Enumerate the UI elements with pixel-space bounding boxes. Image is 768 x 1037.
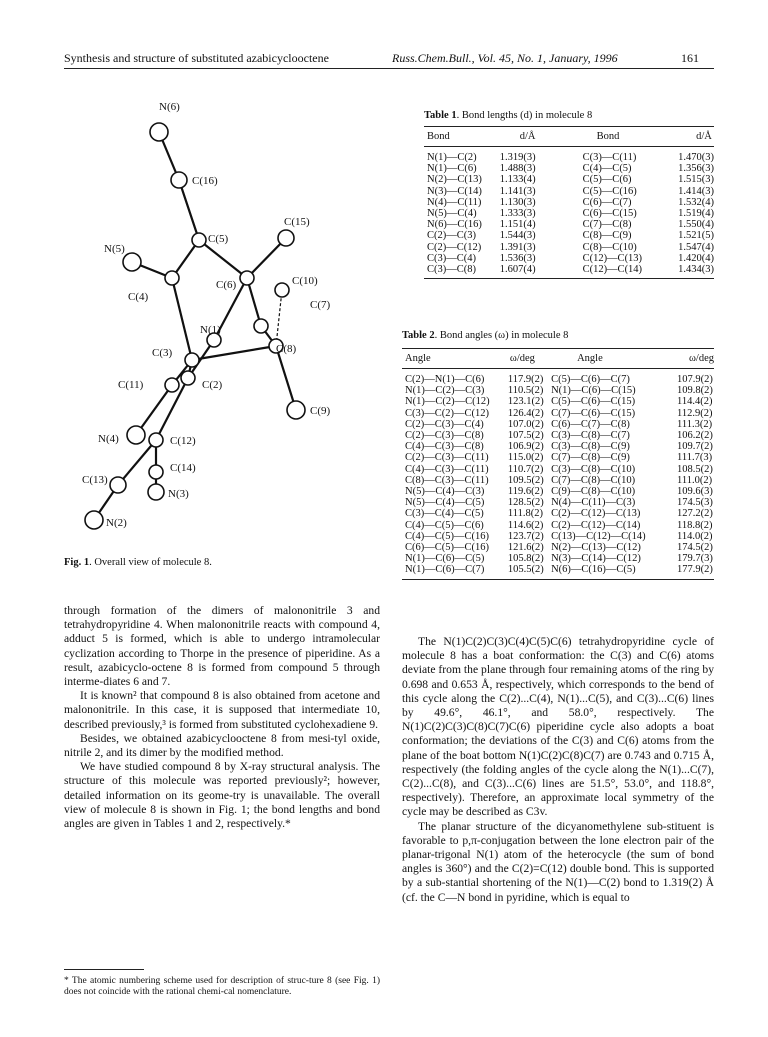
table-cell: C(3)—C(8)—C(10) [551, 463, 636, 475]
table-row [424, 163, 714, 174]
label-n5: N(5) [104, 243, 125, 255]
paragraph: The N(1)C(2)C(3)C(4)C(5)C(6) tetrahydropyridine cycle of molecule 8 has a boat conformation: the C(3) and C(6) atoms deviate from the plane through four remaining atoms of the ring by 0.698 and 0.653 Å, respectively, which corresponds to the bend of this cycle along the C(2)...C(4), N(1)...C(5), and C(3)...C(6) lines by 49.6°, 46.1°, and 58.0°, respectively. The N(1)C(2)C(3)C(8)C(7)C(6) piperidine cycle also adopts a boat conformation; the deviations of the C(3) and C(6) atoms from the plane of the boat bottom N(1)C(2)C(8)C(7) are 0.743 and 0.715 Å, respectively (the folding angles of the cycle along the N(1)...C(7), C(2)...C(8), and C(3)...C(6) lines are 51.5°, 53.0°, and 118.8°, respectively). Therefore, an approximate local symmetry of the cycle may be described as C3v. [402, 635, 714, 819]
table-cell: C(3)—C(4) [427, 252, 476, 264]
table-cell: 1.319(3) [499, 152, 536, 163]
table-cell: 105.8(2) [507, 553, 544, 565]
table2-label: Table 2 [402, 330, 435, 341]
table-header-row [424, 127, 714, 147]
table-row [424, 174, 714, 185]
table-cell: 108.5(2) [677, 463, 713, 475]
atom-c3 [185, 353, 199, 367]
right-text-column [402, 635, 714, 905]
column-header: Angle [405, 353, 431, 364]
table-cell: C(3)—C(8)—C(9) [551, 441, 630, 453]
table-cell: 174.5(2) [677, 542, 713, 554]
column-header: Angle [577, 353, 603, 364]
table-cell: 111.0(2) [677, 474, 713, 486]
table-cell: 1.141(3) [499, 185, 536, 197]
column-header: ω/deg [509, 353, 535, 364]
running-title: Synthesis and structure of substituted azabicyclooctene [64, 51, 329, 65]
paragraph: The planar structure of the dicyanomethylene sub-stituent is favorable to p,π-conjugation between the lone electron pair of the planar-trigonal N(1) atom of the heterocycle (the sum of bond angles is 360°) and the C(2)=C(12) double bond. This is supported by a sub-stantial shortening of the N(1)—C(2) bond to 1.319(2) Å (cf. the C—N bond in pyridine, which is equal to [402, 819, 714, 904]
label-n3: N(3) [168, 488, 189, 500]
table2-title [402, 330, 568, 341]
table-cell: C(3)—C(8) [424, 264, 500, 279]
table-cell: C(5)—C(6)—C(7) [551, 374, 630, 385]
table-row [402, 396, 714, 407]
table-cell: C(6)—C(7) [582, 196, 632, 208]
table-row [402, 564, 714, 579]
table-cell: C(4)—C(5)—C(6) [405, 519, 484, 531]
label-n2: N(2) [106, 517, 127, 529]
bond-c12-c13 [118, 440, 156, 485]
table1-label: Table 1 [424, 110, 457, 121]
table-cell: N(1)—C(6)—C(5) [405, 553, 485, 565]
label-c12: C(12) [170, 435, 196, 447]
table-row [424, 230, 714, 241]
table-cell: 106.9(2) [507, 441, 544, 453]
table-cell: C(5)—C(6) [582, 174, 632, 186]
table-cell: 1.536(3) [499, 252, 536, 264]
table-row [424, 208, 714, 219]
atom-c14 [149, 465, 163, 479]
figure-caption-label: Fig. 1 [64, 557, 90, 568]
table-row [424, 197, 714, 208]
bond-c5-c6 [199, 240, 247, 278]
table-cell: C(3)—C(8)—C(7) [551, 430, 630, 442]
table-cell: 114.0(2) [677, 530, 713, 542]
label-n4: N(4) [98, 433, 119, 445]
table-cell: 1.356(3) [678, 163, 714, 175]
table-cell: N(3)—C(14) [427, 185, 482, 197]
table-cell: C(2)—C(12)—C(14) [551, 519, 641, 531]
table-cell: C(7)—C(8) [582, 219, 632, 231]
table-row [402, 385, 714, 396]
table-cell: 112.9(2) [677, 407, 713, 419]
table-cell: C(4)—C(3)—C(8) [405, 441, 484, 453]
table-cell: C(3)—C(2)—C(12) [405, 407, 489, 419]
paragraph: Besides, we obtained azabicyclooctene 8 from mesi-tyl oxide, nitrile 2, and its dimer by the modified method. [64, 731, 380, 760]
left-text-column [64, 604, 380, 831]
table-cell: C(5)—C(16) [582, 185, 637, 197]
table-row [424, 264, 714, 279]
table-cell: 109.6(3) [677, 486, 713, 498]
table-cell: C(6)—C(15) [582, 208, 637, 220]
atom-n5 [123, 253, 141, 271]
table-cell: N(1)—C(2)—C(3) [405, 385, 485, 397]
table-row [402, 369, 714, 386]
table-header-row [402, 349, 714, 369]
table-cell: 110.7(2) [507, 463, 544, 475]
label-c5: C(5) [208, 233, 229, 245]
table-row [424, 253, 714, 264]
column-header: d/Å [696, 131, 712, 142]
table-cell: C(4)—C(5)—C(16) [405, 530, 489, 542]
table-cell: 1.333(3) [499, 208, 536, 220]
table-cell: 1.470(3) [678, 152, 714, 163]
table-cell: N(2)—C(13)—C(12) [551, 542, 641, 554]
table-row [402, 408, 714, 419]
column-header: ω/deg [689, 353, 714, 364]
figure-caption-text: . Overall view of molecule 8. [89, 557, 212, 568]
table-cell: 1.532(4) [678, 196, 714, 208]
table-row [424, 186, 714, 197]
table-cell: 1.547(4) [678, 241, 714, 253]
table-cell: 1.434(3) [678, 264, 714, 279]
table-cell: N(1)—C(2)—C(12) [405, 396, 490, 408]
label-c6: C(6) [216, 279, 237, 291]
table-cell: N(3)—C(14)—C(12) [551, 553, 641, 565]
table-cell: 1.130(3) [499, 196, 536, 208]
table-row [424, 242, 714, 253]
table-cell: 1.133(4) [499, 174, 536, 186]
table-cell: N(1)—C(6)—C(7) [402, 564, 508, 579]
label-c7: C(7) [310, 299, 331, 311]
table-cell: 107.0(2) [507, 418, 544, 430]
table-cell: N(6)—C(16) [427, 219, 482, 231]
bond-lengths-table [424, 126, 714, 279]
label-c15: C(15) [284, 216, 310, 228]
table-cell: 1.151(4) [499, 219, 536, 231]
label-c8: C(8) [276, 343, 297, 355]
header-rule [64, 68, 714, 69]
table-cell: 114.6(2) [507, 519, 544, 531]
label-c14: C(14) [170, 462, 196, 474]
label-c2: C(2) [202, 379, 223, 391]
table-cell: N(5)—C(4)—C(3) [405, 486, 485, 498]
atom-c13 [110, 477, 126, 493]
atom-c15 [278, 230, 294, 246]
table-cell: N(6)—C(16)—C(5) [551, 564, 677, 579]
table-cell: 119.6(2) [507, 486, 544, 498]
atom-c5 [192, 233, 206, 247]
table-cell: C(4)—C(5) [582, 163, 632, 175]
column-header: Bond [596, 131, 620, 142]
atom-c10 [275, 283, 289, 297]
table-cell: 123.1(2) [507, 396, 544, 408]
table-row [402, 464, 714, 475]
atom-n3 [148, 484, 164, 500]
table-cell: 126.4(2) [507, 407, 544, 419]
table-cell: N(1)—C(6) [427, 163, 477, 175]
table-row [402, 475, 714, 486]
table-cell: 107.5(2) [507, 430, 544, 442]
table-cell: C(6)—C(7)—C(8) [551, 418, 630, 430]
table-cell: 179.7(3) [677, 553, 713, 565]
table-cell: C(8)—C(9) [582, 230, 632, 242]
table-cell: 106.2(2) [677, 430, 713, 442]
table-cell: 177.9(2) [677, 564, 714, 579]
table-cell: 109.5(2) [507, 474, 544, 486]
table2-title-text: . Bond angles (ω) in molecule 8 [434, 330, 569, 341]
table-cell: C(2)—C(3) [427, 230, 476, 242]
column-header: Bond [427, 131, 450, 142]
table2-body [402, 369, 714, 580]
table-cell: 1.515(3) [678, 174, 714, 186]
table-cell: C(7)—C(8)—C(10) [551, 474, 636, 486]
table-cell: 110.5(2) [507, 385, 544, 397]
table-cell: C(8)—C(3)—C(11) [405, 474, 489, 486]
table-cell: 109.8(2) [677, 385, 713, 397]
table-row [402, 553, 714, 564]
table-cell: 114.4(2) [677, 396, 713, 408]
table-cell: 1.414(3) [678, 185, 714, 197]
table-cell: C(6)—C(5)—C(16) [405, 542, 489, 554]
label-c16: C(16) [192, 175, 218, 187]
table-cell: 128.5(2) [507, 497, 544, 509]
table-row [402, 508, 714, 519]
table-cell: 1.391(3) [499, 241, 536, 253]
atom-c7 [254, 319, 268, 333]
table-cell: C(3)—C(11) [582, 152, 637, 163]
table-cell: 111.8(2) [507, 508, 544, 520]
footnote: * The atomic numbering scheme used for description of struc-ture 8 (see Fig. 1) does not coincide with the rational chemi-cal nomenclature. [64, 976, 380, 997]
table-cell: C(3)—C(4)—C(5) [405, 508, 484, 520]
table-cell: 1.420(4) [678, 252, 714, 264]
atom-n6 [150, 123, 168, 141]
table-cell: C(7)—C(6)—C(15) [551, 407, 636, 419]
table-cell: 117.9(2) [507, 374, 544, 385]
table-cell: C(13)—C(12)—C(14) [551, 530, 646, 542]
table-cell: C(2)—C(3)—C(4) [405, 418, 484, 430]
table-cell: N(1)—C(2) [427, 152, 477, 163]
table-cell: C(12)—C(13) [582, 252, 643, 264]
table-cell: N(4)—C(11)—C(3) [551, 497, 636, 509]
footnote-rule [64, 969, 144, 970]
table-cell: C(2)—C(3)—C(11) [405, 452, 489, 464]
table-cell: C(4)—C(3)—C(11) [405, 463, 489, 475]
table-cell: C(5)—C(6)—C(15) [551, 396, 636, 408]
table1-title [424, 110, 592, 121]
table-cell: N(5)—C(4)—C(5) [405, 497, 485, 509]
label-n1: N(1) [200, 324, 221, 336]
table-cell: 174.5(3) [677, 497, 713, 509]
table-row [402, 486, 714, 497]
label-c11: C(11) [118, 379, 144, 391]
atom-c9 [287, 401, 305, 419]
label-c13: C(13) [82, 474, 108, 486]
label-c10: C(10) [292, 275, 318, 287]
table-row [402, 441, 714, 452]
bond-c4-c3 [172, 278, 192, 360]
atom-c12 [149, 433, 163, 447]
table-row [402, 430, 714, 441]
paragraph: through formation of the dimers of malononitrile 3 and tetrahydropyridine 4. When malononitrile reacts with compound 4, adduct 5 is formed, which is able to undergo intramolecular cyclization according to Thorpe in the presence of piperidine. As a result, azabicyclo-octene 8 is formed from compound 5 through interme-diates 6 and 7. [64, 604, 380, 689]
table-row [424, 219, 714, 230]
table1-body [424, 147, 714, 279]
journal-reference: Russ.Chem.Bull., Vol. 45, No. 1, January, 1996 [392, 51, 618, 65]
table-cell: 123.7(2) [507, 530, 544, 542]
table-cell: C(9)—C(8)—C(10) [551, 486, 636, 498]
table-cell: 1.550(4) [678, 219, 714, 231]
table1-title-text: . Bond lengths (d) in molecule 8 [456, 110, 593, 121]
atom-c4 [165, 271, 179, 285]
table-cell: 127.2(2) [677, 508, 713, 520]
table-cell: 118.8(2) [677, 519, 713, 531]
atom-n4 [127, 426, 145, 444]
paragraph: It is known² that compound 8 is also obtained from acetone and malononitrile. In this case, it is supposed that intermediate 10, described previously,³ is formed from substituted cyclohexadiene 9. [64, 689, 380, 731]
atom-c2 [181, 371, 195, 385]
table-row [402, 419, 714, 430]
molecule-figure [64, 90, 384, 540]
table-row [402, 531, 714, 542]
table-cell: C(12)—C(14) [583, 264, 679, 279]
bond-angles-table [402, 348, 714, 580]
table-cell: 107.9(2) [677, 374, 713, 385]
table-cell: 111.7(3) [677, 452, 713, 464]
atom-labels [82, 101, 331, 529]
atom-c6 [240, 271, 254, 285]
table-cell: 1.488(3) [499, 163, 536, 175]
table-cell: C(8)—C(10) [582, 241, 637, 253]
label-c9: C(9) [310, 405, 331, 417]
table-cell: 1.607(4) [500, 264, 583, 279]
atom-c11 [165, 378, 179, 392]
table-cell: 121.6(2) [507, 542, 544, 554]
figure-caption [64, 557, 212, 568]
table-cell: 1.519(4) [678, 208, 714, 220]
table-cell: 109.7(2) [677, 441, 713, 453]
table-cell: N(1)—C(6)—C(15) [551, 385, 636, 397]
table-cell: N(5)—C(4) [427, 208, 477, 220]
table-cell: C(2)—C(12)—C(13) [551, 508, 641, 520]
bond-c8-c10 [276, 290, 282, 346]
label-c4: C(4) [128, 291, 149, 303]
table-cell: 1.544(3) [499, 230, 536, 242]
paragraph: We have studied compound 8 by X-ray structural analysis. The structure of this molecule was reported previously²; however, detailed information on its geome-try is unavailable. The overall view of molecule 8 is shown in Fig. 1; the bond lengths and bond angles are given in Tables 1 and 2, respectively.* [64, 760, 380, 831]
table-cell: 1.521(5) [678, 230, 714, 242]
bond-c16-c5 [179, 180, 199, 240]
table-row [402, 497, 714, 508]
table-row [402, 542, 714, 553]
table-cell: 111.3(2) [677, 418, 713, 430]
atom-c16 [171, 172, 187, 188]
label-c3: C(3) [152, 347, 173, 359]
label-n6: N(6) [159, 101, 180, 113]
table-cell: C(7)—C(8)—C(9) [551, 452, 630, 464]
page-number: 161 [681, 51, 699, 65]
table-cell: C(2)—C(3)—C(8) [405, 430, 484, 442]
table-cell: C(2)—N(1)—C(6) [405, 374, 485, 385]
table-cell: 115.0(2) [507, 452, 544, 464]
table-cell: N(2)—C(13) [427, 174, 482, 186]
table-cell: N(4)—C(11) [427, 196, 482, 208]
bond-c8-c9 [276, 346, 296, 410]
column-header: d/Å [519, 131, 536, 142]
table-row [424, 147, 714, 164]
atom-n2 [85, 511, 103, 529]
table-cell: C(2)—C(12) [427, 241, 482, 253]
table-cell: 105.5(2) [508, 564, 551, 579]
table-row [402, 452, 714, 463]
table-row [402, 520, 714, 531]
